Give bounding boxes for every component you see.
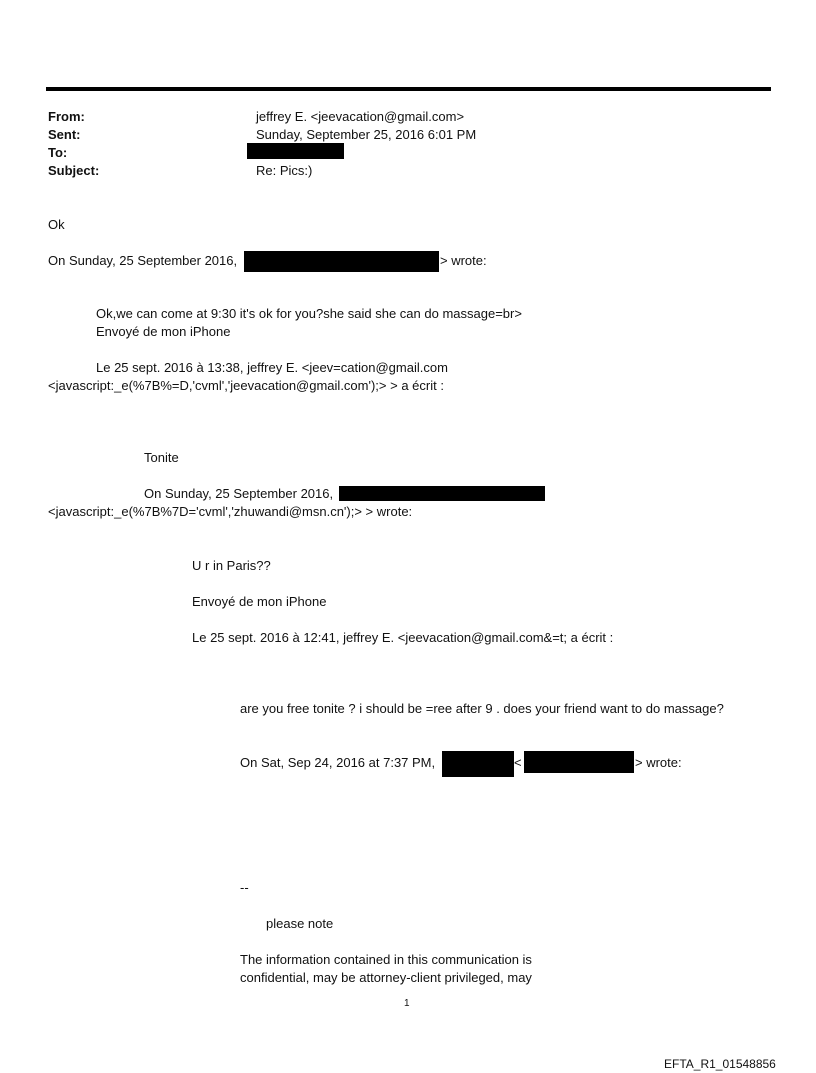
sent-value: Sunday, September 25, 2016 6:01 PM bbox=[256, 127, 477, 142]
quote5-prefix: On Sat, Sep 24, 2016 at 7:37 PM, bbox=[240, 755, 436, 770]
msg1-line1: Ok,we can come at 9:30 it's ok for you?she said she can do massage=br> bbox=[96, 306, 522, 321]
quote5-suffix: > wrote: bbox=[635, 755, 682, 770]
from-value: jeffrey E. <jeevacation@gmail.com> bbox=[256, 109, 465, 124]
quote1-prefix: On Sunday, 25 September 2016, bbox=[48, 253, 238, 268]
redaction-quote5-name bbox=[442, 751, 514, 777]
signature-note: please note bbox=[266, 916, 334, 931]
msg4-text: are you free tonite ? i should be =ree after 9 . does your friend want to do massage? bbox=[240, 701, 724, 716]
quote3-line2: <javascript:_e(%7B%7D='cvml','zhuwandi@msn.cn');> > wrote: bbox=[48, 504, 413, 519]
msg3-line1: U r in Paris?? bbox=[192, 558, 271, 573]
msg1-line2: Envoyé de mon iPhone bbox=[96, 324, 231, 339]
subject-value: Re: Pics:) bbox=[256, 163, 313, 178]
redaction-quote1 bbox=[244, 251, 439, 272]
quote3-line1: On Sunday, 25 September 2016, bbox=[144, 486, 334, 501]
sent-label: Sent: bbox=[48, 127, 81, 142]
disclaimer-line2: confidential, may be attorney-client privileged, may bbox=[240, 970, 532, 985]
disclaimer-line1: The information contained in this communication is bbox=[240, 952, 532, 967]
from-label: From: bbox=[48, 109, 85, 124]
redaction-quote3 bbox=[339, 486, 545, 501]
signature-dash: -- bbox=[240, 880, 249, 895]
quote1-suffix: > wrote: bbox=[440, 253, 487, 268]
subject-label: Subject: bbox=[48, 163, 100, 178]
redaction-to bbox=[247, 143, 344, 159]
quote5-lt: < bbox=[514, 755, 522, 770]
header-rule bbox=[46, 87, 771, 91]
quote4-text: Le 25 sept. 2016 à 12:41, jeffrey E. <jeevacation@gmail.com&=t; a écrit : bbox=[192, 630, 614, 645]
msg2-text: Tonite bbox=[144, 450, 179, 465]
reply-text: Ok bbox=[48, 217, 65, 232]
redaction-quote5-email bbox=[524, 751, 634, 773]
quote2-line1: Le 25 sept. 2016 à 13:38, jeffrey E. <jeev=cation@gmail.com bbox=[96, 360, 448, 375]
to-label: To: bbox=[48, 145, 68, 160]
page-number: 1 bbox=[404, 998, 410, 1009]
quote2-line2: <javascript:_e(%7B%=D,'cvml','jeevacation@gmail.com');> > a écrit : bbox=[48, 378, 444, 393]
document-id: EFTA_R1_01548856 bbox=[664, 1057, 776, 1071]
msg3-line2: Envoyé de mon iPhone bbox=[192, 594, 327, 609]
